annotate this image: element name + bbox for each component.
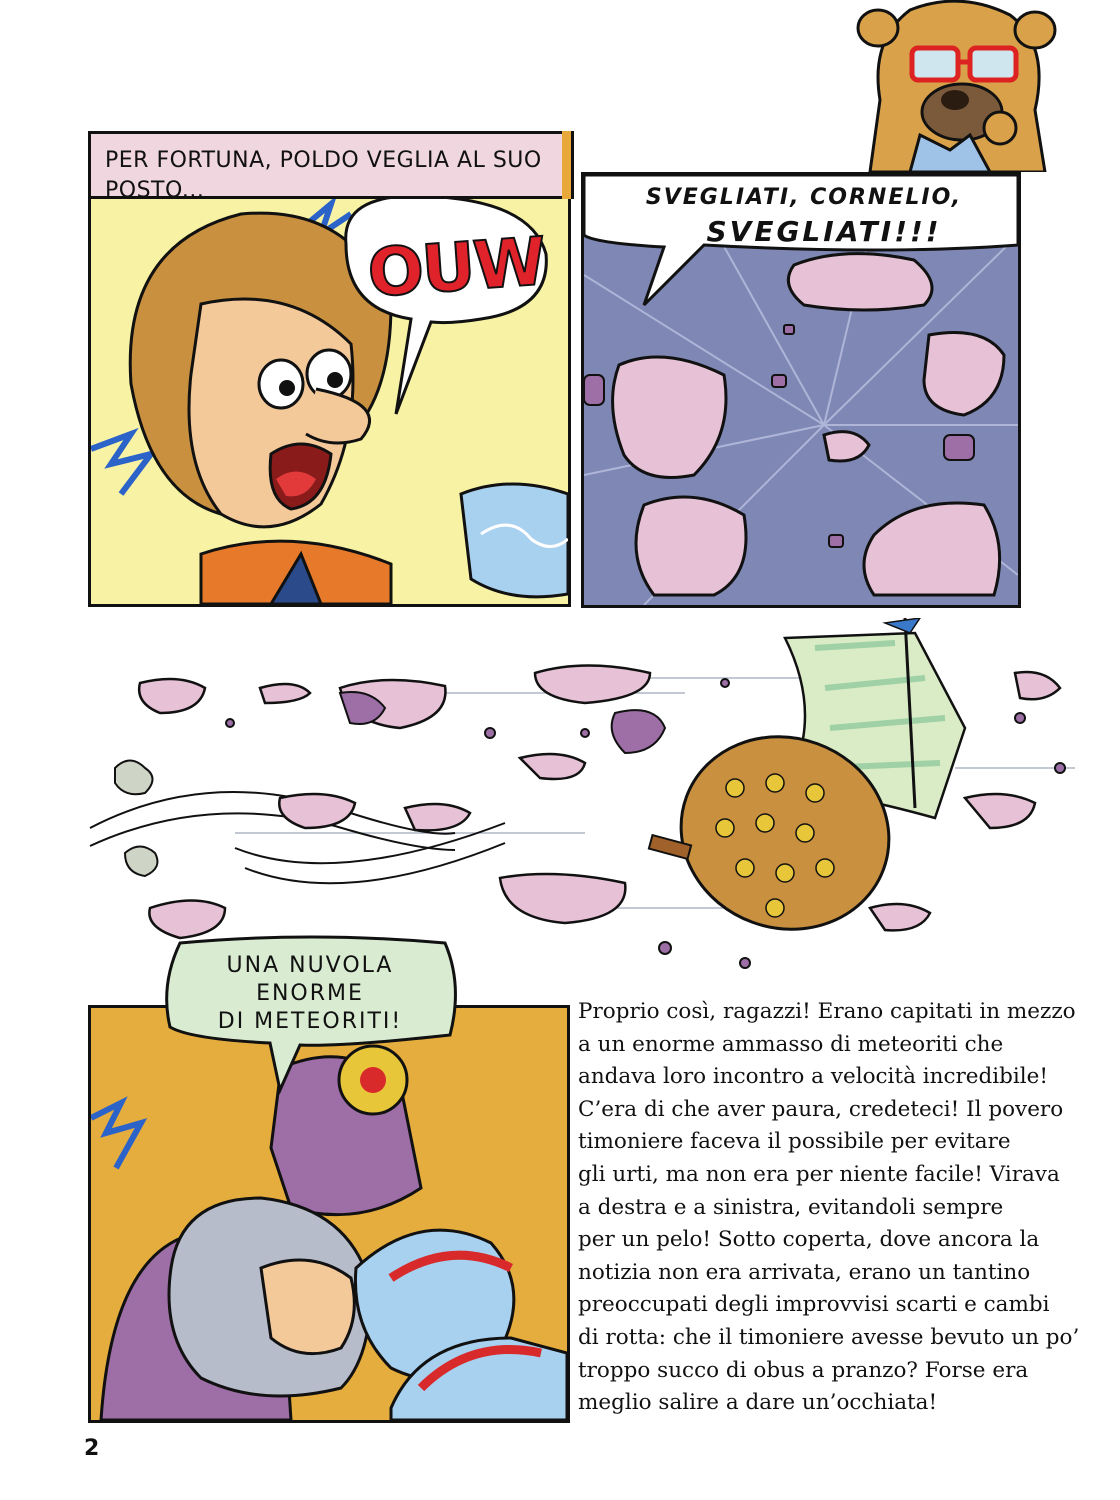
narration-text: Proprio così, ragazzi! Erano capitati in mezzo a un enorme ammasso di meteoriti che andava loro incontro a velocità incredibile! C’era di che aver paura, credeteci! Il povero timoniere faceva il possibile per evitare gli urti, ma non era per niente facile! Virava a destra e a sinistra, evitandoli sempre per un pelo! Sotto coperta, dove ancora la notizia non era arrivata, erano un tantino preoccupati degli improvvisi scarti e cambi di rotta: che il timoniere avesse bevuto un po’ troppo succo di obus a pranzo? Forse era meglio salire a dare un’occhiata!: [578, 999, 1080, 1416]
ship-meteor-storm-illustration: [85, 618, 1085, 978]
comic-panel-asteroids: [581, 172, 1021, 608]
balloon-line-1: UNA NUVOLA: [226, 953, 394, 978]
mascot-bear-illustration: [850, 0, 1060, 172]
balloon-line-2: SVEGLIATI!!!: [706, 215, 942, 248]
caption-edge: [562, 131, 574, 199]
ouw-sound-effect: OUW: [365, 222, 547, 313]
narration-caption: PER FORTUNA, POLDO VEGLIA AL SUO POSTO...: [88, 131, 566, 199]
page-number: 2: [84, 1436, 100, 1461]
balloon-line-3: DI METEORITI!: [217, 1009, 403, 1034]
balloon-line-2: ENORME: [256, 981, 364, 1006]
balloon-line-1: SVEGLIATI, CORNELIO,: [645, 185, 963, 210]
